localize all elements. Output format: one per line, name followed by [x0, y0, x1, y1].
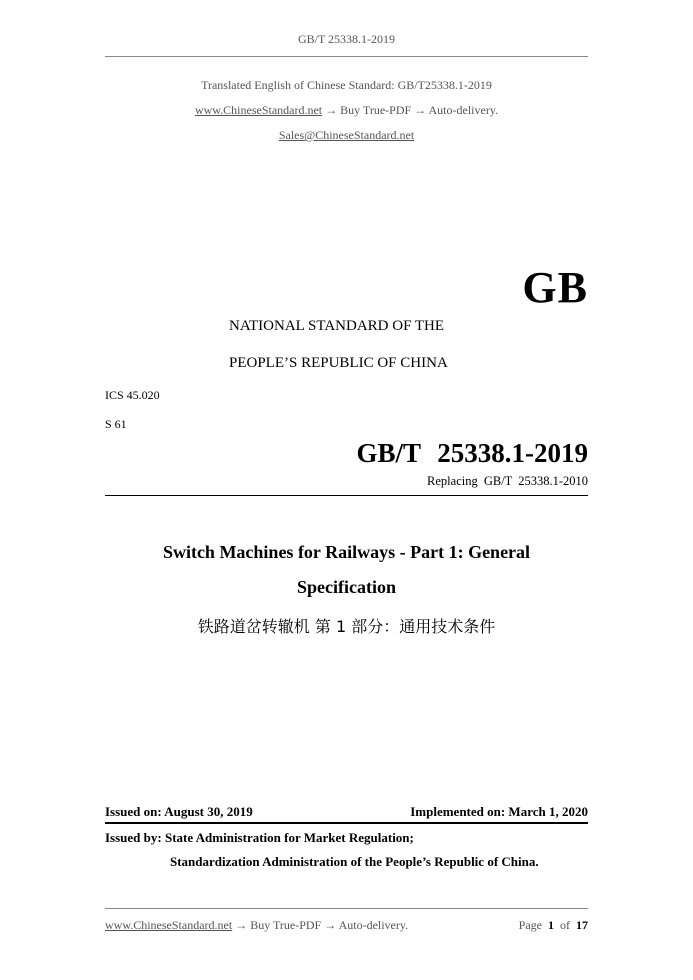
document-title-line1: Switch Machines for Railways - Part 1: General — [162, 542, 531, 562]
footer-divider — [105, 908, 588, 909]
page-total: 17 — [576, 918, 588, 932]
header-divider — [105, 56, 588, 57]
issuer-line2: Standardization Administration of the People’s Republic of China. — [170, 854, 539, 869]
footer-notice — [105, 918, 408, 933]
national-standard-heading-line2: PEOPLE’S REPUBLIC OF CHINA — [229, 355, 448, 371]
page-word: Page — [518, 918, 542, 932]
website-link[interactable]: www.ChineseStandard.net — [194, 103, 323, 117]
gb-logo: GB — [522, 263, 588, 312]
issue-divider — [105, 822, 588, 824]
translation-notice: Translated English of Chinese Standard: GB/T25338.1-2019 — [201, 78, 492, 92]
issued-on-date: Issued on: August 30, 2019 — [105, 804, 253, 819]
running-header: GB/T 25338.1-2019 — [297, 32, 396, 46]
page-current: 1 — [548, 918, 554, 932]
sales-email-row — [0, 128, 693, 143]
of-word: of — [560, 918, 570, 932]
page-indicator — [519, 918, 588, 933]
purchase-notice — [0, 103, 693, 118]
purchase-notice-text: → Buy True-PDF → Auto-delivery. — [322, 103, 499, 117]
issuer-line1: Issued by: State Administration for Market Regulation; — [105, 830, 414, 845]
implemented-on-date: Implemented on: March 1, 2020 — [410, 804, 588, 819]
document-title-chinese: 铁路道岔转辙机 第 1 部分：通用技术条件 — [197, 617, 496, 636]
replacing-note: Replacing GB/T 25338.1-2010 — [427, 474, 588, 488]
footer-notice-text: → Buy True-PDF → Auto-delivery. — [232, 918, 409, 932]
sales-email-link[interactable]: Sales@ChineseStandard.net — [278, 128, 415, 142]
standard-number: GB/T 25338.1-2019 — [356, 438, 588, 468]
ics-code: ICS 45.020 — [105, 388, 160, 402]
footer-website-link[interactable]: www.ChineseStandard.net — [105, 918, 233, 932]
document-title-line2: Specification — [297, 577, 396, 597]
ccs-code: S 61 — [105, 417, 127, 431]
title-divider — [105, 495, 588, 496]
national-standard-heading-line1: NATIONAL STANDARD OF THE — [229, 318, 445, 334]
